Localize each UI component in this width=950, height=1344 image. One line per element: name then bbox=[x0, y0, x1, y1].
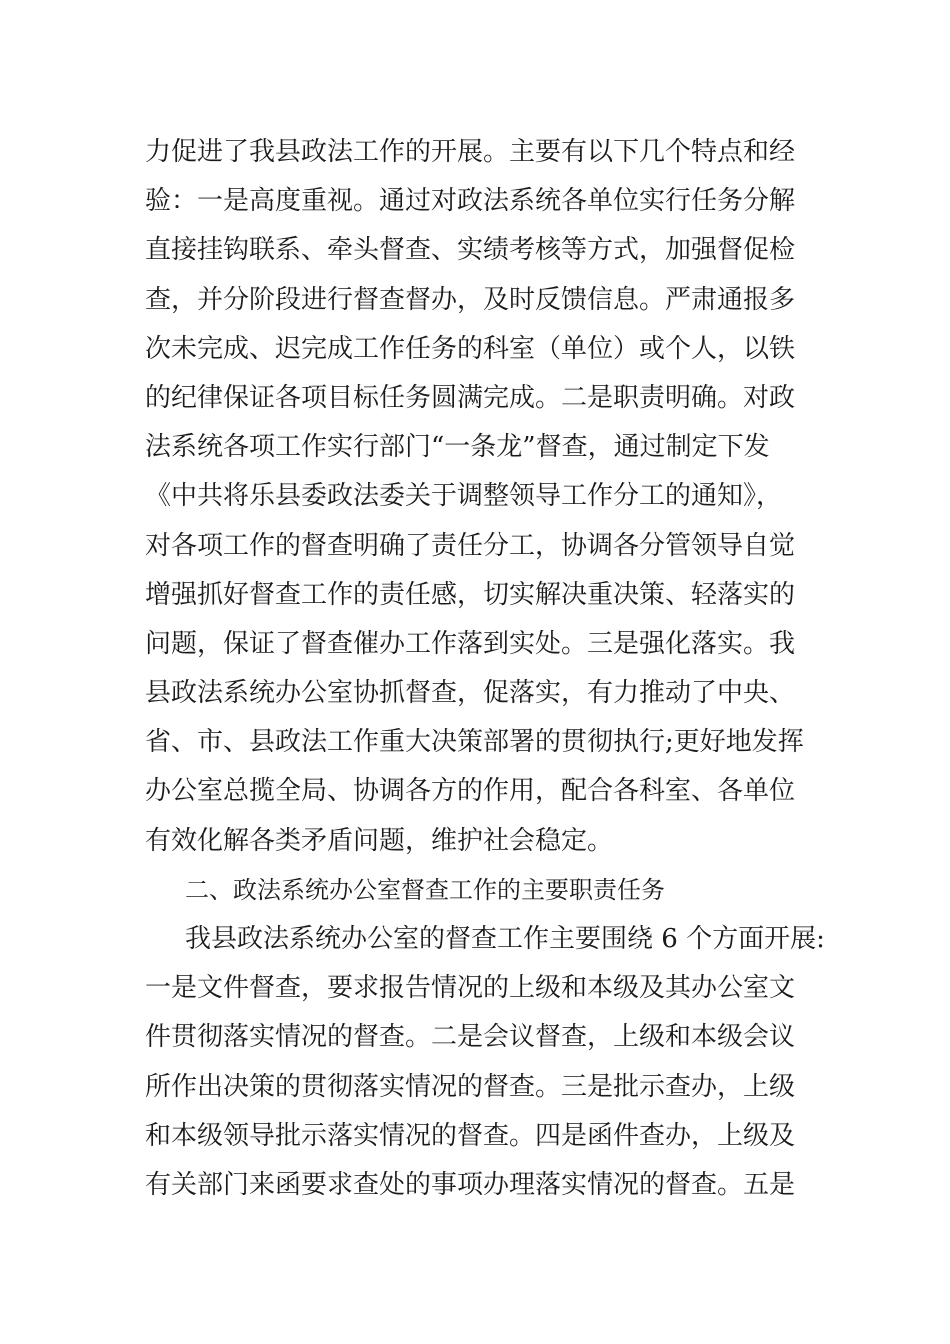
text-line: 验：一是高度重视。通过对政法系统各单位实行任务分解 bbox=[145, 186, 796, 217]
text-line: 的纪律保证各项目标任务圆满完成。二是职责明确。对政 bbox=[145, 382, 796, 413]
text-line: 所作出决策的贯彻落实情况的督查。三是批示查办，上级 bbox=[145, 1071, 796, 1102]
text-line: 《中共将乐县委政法委关于调整领导工作分工的通知》， bbox=[145, 481, 783, 512]
text-line: 和本级领导批示落实情况的督查。四是函件查办，上级及 bbox=[145, 1120, 796, 1151]
text-line: 有效化解各类矛盾问题，维护社会稳定。 bbox=[145, 825, 614, 856]
section-heading: 二、政法系统办公室督查工作的主要职责任务 bbox=[185, 875, 665, 904]
body-text bbox=[145, 128, 825, 1210]
text-line: 办公室总揽全局、协调各方的作用，配合各科室、各单位 bbox=[145, 776, 796, 807]
text-line: 件贯彻落实情况的督查。二是会议督查，上级和本级会议 bbox=[145, 1022, 796, 1053]
text-line: 次未完成、迟完成工作任务的科室（单位）或个人，以铁 bbox=[145, 333, 796, 364]
text-line: 查，并分阶段进行督查督办，及时反馈信息。严肃通报多 bbox=[145, 284, 796, 315]
text-line: 一是文件督查，要求报告情况的上级和本级及其办公室文 bbox=[145, 973, 796, 1004]
text-line: 问题，保证了督查催办工作落到实处。三是强化落实。我 bbox=[145, 628, 796, 659]
text-line: 省、市、县政法工作重大决策部署的贯彻执行;更好地发挥 bbox=[145, 727, 804, 758]
text-line: 我县政法系统办公室的督查工作主要围绕 6 个方面开展: bbox=[185, 924, 825, 954]
text-line: 对各项工作的督查明确了责任分工，协调各分管领导自觉 bbox=[145, 530, 796, 561]
text-line: 增强抓好督查工作的责任感，切实解决重决策、轻落实的 bbox=[145, 579, 796, 610]
text-line: 直接挂钩联系、牵头督查、实绩考核等方式，加强督促检 bbox=[145, 235, 796, 266]
text-line: 法系统各项工作实行部门“一条龙”督查，通过制定下发 bbox=[145, 432, 770, 463]
text-line: 力促进了我县政法工作的开展。主要有以下几个特点和经 bbox=[145, 137, 796, 167]
text-line: 县政法系统办公室协抓督查，促落实，有力推动了中央、 bbox=[145, 678, 796, 709]
text-line: 有关部门来函要求查处的事项办理落实情况的督查。五是 bbox=[145, 1169, 796, 1200]
